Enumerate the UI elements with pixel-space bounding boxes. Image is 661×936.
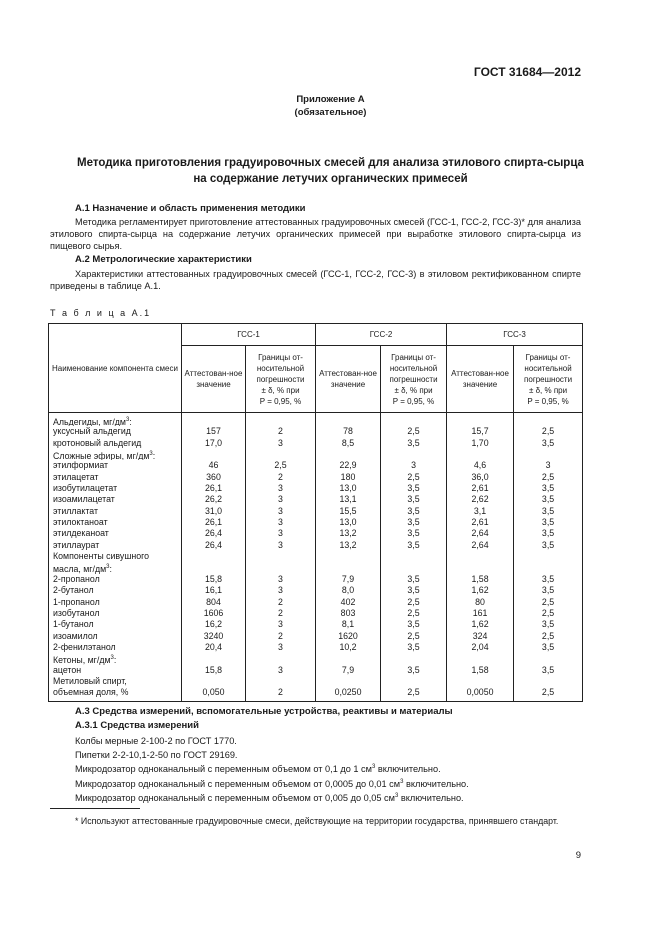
row-name	[53, 460, 181, 471]
footnote: * Используют аттестованные градуировочные смеси, действующие на территории государства, принявшего стандарт.	[75, 816, 559, 826]
row-name-tail: :	[152, 450, 156, 461]
row-name-text: изобутанол	[53, 607, 100, 618]
table-cell: 2,5	[407, 607, 420, 618]
table-cell: 16,2	[204, 619, 223, 630]
row-name	[53, 608, 181, 619]
annex-status: (обязательное)	[294, 107, 367, 118]
equipment-item-text: Микродозатор одноканальный с переменным объемом от 0,005 до 0,05 см	[75, 792, 395, 803]
table-cell: 13,1	[339, 494, 357, 505]
table-cell	[514, 551, 582, 562]
table-cell: 2,5	[541, 596, 555, 607]
table-cell: 16,1	[204, 585, 223, 596]
row-name-text: ацетон	[53, 664, 82, 675]
table-cell: 3	[278, 517, 283, 528]
gss3-bounds-column	[514, 413, 583, 702]
table-cell: 2,61	[471, 517, 489, 528]
header-value-3: Аттестован-ное значение	[447, 346, 514, 413]
table-cell	[182, 653, 245, 664]
table-cell: 3,5	[541, 517, 555, 528]
equipment-item-text: Пипетки 2-2-10,1-2-50 по ГОСТ 29169.	[75, 750, 238, 761]
table-cell: 17,0	[204, 437, 223, 448]
table-cell: 3240	[203, 630, 224, 641]
header-component-name: Наименование компонента смеси	[49, 324, 182, 413]
row-name	[53, 653, 181, 664]
row-name-text: изобутилацетат	[53, 483, 118, 494]
header-bounds-2: Границы от-носительной погрешности ± δ, % при P = 0,95, %	[381, 346, 447, 413]
row-name-tail: :	[113, 655, 117, 665]
table-cell	[246, 653, 315, 664]
table-cell: 3,5	[407, 437, 420, 448]
table-cell: 4,6	[473, 460, 487, 471]
table-cell: 3,5	[407, 664, 420, 675]
header-gss1: ГСС-1	[182, 324, 316, 346]
gss2-value-column	[316, 413, 381, 702]
gss2-bounds-column	[381, 413, 447, 702]
table-cell	[381, 562, 446, 573]
section-a1-text: Методика регламентирует приготовление аттестованных градуировочных смесей (ГСС-1, ГСС-2, ГСС-3)* для анализа этилового спирта-сырца на содержание летучих органических примесей при выработке этилового спирта-сырца из пищевого сырья.	[50, 217, 581, 251]
table-cell	[182, 449, 245, 460]
table-cell	[246, 449, 315, 460]
equipment-item	[75, 736, 237, 746]
table-cell: 2,64	[471, 528, 489, 539]
row-name	[53, 687, 181, 698]
table-cell	[514, 415, 582, 426]
row-name-text: Компоненты сивушного	[53, 551, 150, 562]
section-a2-heading: А.2 Метрологические характеристики	[75, 254, 252, 265]
table-cell: 26,1	[204, 483, 223, 494]
table-cell: 13,0	[339, 517, 357, 528]
table-cell: 15,7	[471, 426, 489, 437]
gss1-bounds-column	[246, 413, 316, 702]
table-cell: 3	[278, 664, 283, 675]
table-cell: 3,5	[407, 483, 420, 494]
table-cell: 3,5	[407, 619, 420, 630]
table-cell: 2,04	[471, 641, 489, 652]
header-gss3: ГСС-3	[447, 324, 583, 346]
table-cell: 46	[208, 460, 219, 471]
table-cell: 360	[206, 471, 221, 482]
table-cell	[447, 551, 513, 562]
header-gss2: ГСС-2	[316, 324, 447, 346]
row-name	[53, 494, 181, 505]
table-cell: 3,5	[407, 528, 420, 539]
table-cell: 3	[278, 573, 283, 584]
table-cell: 3	[545, 460, 551, 471]
table-cell: 3,5	[541, 573, 555, 584]
table-cell: 2	[278, 471, 283, 482]
table-cell: 36,0	[471, 471, 489, 482]
table-cell	[381, 449, 446, 460]
table-cell: 324	[472, 630, 488, 641]
table-cell	[447, 449, 513, 460]
header-value-1: Аттестован-ное значение	[182, 346, 246, 413]
table-cell: 8,1	[341, 619, 355, 630]
table-cell	[514, 676, 582, 687]
table-cell: 161	[472, 607, 488, 618]
section-a1-heading: А.1 Назначение и область применения методики	[75, 203, 306, 214]
row-name-text: масла, мг/дм	[53, 564, 107, 574]
table-cell: 26,2	[204, 494, 223, 505]
table-cell: 1,70	[471, 437, 489, 448]
table-cell	[182, 415, 245, 426]
table-cell: 2	[278, 687, 283, 698]
row-name-text: 2-бутанол	[53, 585, 94, 596]
table-cell: 2,5	[541, 426, 555, 437]
table-a1	[48, 323, 583, 702]
table-cell	[246, 551, 315, 562]
equipment-item-text: Микродозатор одноканальный с переменным объемом от 0,1 до 1 см	[75, 764, 372, 775]
table-cell: 20,4	[204, 641, 223, 652]
table-cell: 3,1	[473, 505, 487, 516]
table-cell: 15,8	[204, 664, 223, 675]
table-cell	[381, 653, 446, 664]
row-name	[53, 574, 181, 585]
row-name-text: 1-бутанол	[53, 619, 94, 630]
row-name-text: кротоновый альдегид	[53, 437, 142, 448]
table-cell	[316, 551, 380, 562]
equipment-item	[75, 793, 464, 803]
row-name-text: объемная доля, %	[53, 687, 129, 698]
table-cell: 1,58	[471, 664, 489, 675]
row-name	[53, 585, 181, 596]
table-cell: 3	[278, 505, 283, 516]
table-cell: 3,5	[407, 517, 420, 528]
table-cell: 15,8	[204, 573, 223, 584]
row-name	[53, 676, 181, 687]
row-name	[53, 449, 181, 460]
table-cell: 3	[278, 619, 283, 630]
table-cell: 1606	[203, 607, 224, 618]
row-name-sup: 3	[125, 417, 130, 423]
table-cell: 180	[340, 471, 356, 482]
table-cell: 2,5	[407, 687, 420, 698]
row-name-sup: 3	[106, 564, 110, 571]
table-cell	[514, 562, 582, 573]
table-cell: 2,5	[541, 630, 555, 641]
table-cell: 13,2	[339, 539, 357, 550]
table-cell: 1,62	[471, 585, 489, 596]
table-cell: 2	[278, 607, 283, 618]
equipment-item	[75, 764, 441, 774]
table-cell: 2,61	[471, 483, 489, 494]
row-name	[53, 597, 181, 608]
row-name	[53, 483, 181, 494]
row-name	[53, 517, 181, 528]
table-cell: 3,5	[541, 505, 555, 516]
table-cell: 13,2	[339, 528, 357, 539]
equipment-item-tail: включительно.	[398, 792, 464, 803]
table-cell: 3,5	[407, 505, 420, 516]
table-cell: 78	[343, 426, 353, 437]
table-cell: 2,5	[407, 596, 420, 607]
row-name-text: этилоктаноат	[53, 517, 108, 528]
table-cell	[246, 562, 315, 573]
table-cell: 3,5	[541, 483, 555, 494]
row-name	[53, 426, 181, 437]
row-name	[53, 619, 181, 630]
header-bounds-3: Границы от-носительной погрешности ± δ, % при P = 0,95, %	[514, 346, 583, 413]
table-cell: 2,64	[471, 539, 489, 550]
table-cell: 804	[206, 596, 221, 607]
table-cell: 7,9	[341, 573, 355, 584]
table-cell: 3,5	[541, 641, 555, 652]
table-cell: 3	[278, 539, 283, 550]
row-name-text: 2-фенилэтанол	[53, 641, 116, 652]
table-cell: 3,5	[541, 664, 555, 675]
table-cell: 22,9	[339, 460, 357, 471]
table-cell: 8,5	[341, 437, 355, 448]
row-name-text: этиллаурат	[53, 539, 100, 550]
row-name	[53, 631, 181, 642]
footnote-rule	[50, 808, 140, 809]
row-name	[53, 415, 181, 426]
row-name-text: изоамилацетат	[53, 494, 115, 505]
table-cell	[316, 562, 380, 573]
table-cell: 3	[278, 585, 283, 596]
table-cell: 402	[340, 596, 356, 607]
gss1-value-column	[182, 413, 246, 702]
table-cell: 8,0	[341, 585, 355, 596]
table-cell: 3	[278, 528, 283, 539]
row-name-text: Сложные эфиры, мг/дм	[53, 450, 150, 461]
table-cell: 3	[411, 460, 416, 471]
row-name-sup: 3	[149, 451, 153, 458]
equipment-item	[75, 750, 238, 760]
table-cell: 3,5	[541, 437, 555, 448]
equipment-item-sup: 3	[394, 792, 399, 799]
table-cell: 0,0050	[466, 687, 494, 698]
table-cell: 3,5	[541, 585, 555, 596]
row-name	[53, 665, 181, 676]
table-cell: 2,62	[471, 494, 489, 505]
row-name-text: этилдеканоат	[53, 528, 109, 539]
table-cell: 2,5	[541, 471, 555, 482]
row-name-tail: :	[109, 564, 112, 574]
table-cell: 3	[278, 494, 283, 505]
table-cell: 3,5	[541, 494, 555, 505]
table-cell: 2,5	[407, 471, 420, 482]
main-title-line1: Методика приготовления градуировочных смесей для анализа этилового спирта-сырца	[77, 157, 584, 169]
header-value-2: Аттестован-ное значение	[316, 346, 381, 413]
row-name-tail: :	[129, 416, 132, 427]
table-cell	[316, 676, 380, 687]
section-a31-heading: А.3.1 Средства измерений	[75, 720, 199, 731]
table-cell	[182, 676, 245, 687]
table-cell: 3,5	[541, 619, 555, 630]
table-cell: 3	[278, 483, 283, 494]
table-cell: 2,5	[274, 460, 287, 471]
table-cell: 80	[475, 596, 485, 607]
table-cell: 1620	[338, 630, 358, 641]
table-cell: 0,050	[202, 687, 225, 698]
table-cell	[246, 415, 315, 426]
table-cell: 157	[206, 426, 221, 437]
row-name-text: 1-пропанол	[53, 596, 100, 607]
row-name	[53, 551, 181, 562]
table-cell: 26,1	[204, 517, 223, 528]
gss3-value-column	[447, 413, 514, 702]
table-cell: 3,5	[407, 573, 420, 584]
table-cell: 3,5	[407, 494, 420, 505]
row-name	[53, 438, 181, 449]
table-cell: 13,0	[339, 483, 357, 494]
row-name-text: изоамилол	[53, 630, 98, 641]
table-cell: 3,5	[407, 585, 420, 596]
row-name	[53, 506, 181, 517]
table-cell: 0,0250	[334, 687, 362, 698]
table-cell	[316, 449, 380, 460]
table-cell	[447, 415, 513, 426]
section-a2-text: Характеристики аттестованных градуировочных смесей (ГСС-1, ГСС-2, ГСС-3) в этиловом ректификованном спирте приведены в таблице А.1.	[50, 269, 581, 291]
table-cell: 3,5	[407, 539, 420, 550]
table-cell: 2,5	[407, 426, 420, 437]
row-name-text: этилформиат	[53, 460, 109, 471]
table-cell: 2	[278, 426, 283, 437]
header-bounds-1: Границы от-носительной погрешности ± δ, % при P = 0,95, %	[246, 346, 316, 413]
row-name-text: этиллактат	[53, 505, 99, 516]
section-a3-heading: А.3 Средства измерений, вспомогательные устройства, реактивы и материалы	[75, 706, 453, 717]
table-cell	[447, 653, 513, 664]
table-caption: Т а б л и ц а А.1	[50, 308, 152, 318]
row-name-text: Кетоны, мг/дм	[53, 655, 111, 665]
table-cell: 3	[278, 641, 283, 652]
row-name-text: Метиловый спирт,	[53, 675, 127, 686]
table-cell: 803	[340, 607, 356, 618]
row-name-text: этилацетат	[53, 471, 99, 482]
main-title-line2: на содержание летучих органических примесей	[193, 173, 468, 185]
doc-number: ГОСТ 31684—2012	[473, 65, 581, 79]
table-cell: 3,5	[407, 641, 420, 652]
table-cell	[316, 415, 380, 426]
table-cell: 2,5	[541, 607, 555, 618]
table-cell: 3	[278, 437, 283, 448]
table-cell: 2	[278, 596, 283, 607]
row-name	[53, 472, 181, 483]
table-cell: 10,2	[339, 641, 357, 652]
equipment-item	[75, 779, 469, 789]
annex-title: Приложение А	[296, 94, 365, 105]
table-cell	[514, 653, 582, 664]
table-cell	[182, 562, 245, 573]
equipment-item-text: Микродозатор одноканальный с переменным объемом от 0,0005 до 0,01 см	[75, 778, 401, 789]
table-cell	[316, 653, 380, 664]
row-name	[53, 528, 181, 539]
table-cell: 2,5	[407, 630, 420, 641]
table-cell: 26,4	[204, 539, 223, 550]
equipment-item-text: Колбы мерные 2-100-2 по ГОСТ 1770.	[75, 736, 237, 746]
table-cell: 3,5	[541, 528, 555, 539]
row-name	[53, 642, 181, 653]
equipment-item-sup: 3	[371, 764, 376, 771]
row-name	[53, 540, 181, 551]
table-cell	[182, 551, 245, 562]
row-name-text: уксусный альдегид	[53, 426, 131, 437]
table-cell	[246, 676, 315, 687]
table-cell: 31,0	[204, 505, 223, 516]
table-cell	[447, 676, 513, 687]
table-cell	[447, 562, 513, 573]
table-cell: 1,58	[471, 573, 489, 584]
table-cell: 2,5	[541, 687, 555, 698]
table-cell	[381, 551, 446, 562]
equipment-item-tail: включительно.	[375, 764, 441, 775]
component-names-column	[49, 413, 182, 702]
equipment-item-sup: 3	[400, 778, 404, 785]
row-name-text: 2-пропанол	[53, 573, 100, 584]
table-cell: 7,9	[341, 664, 355, 675]
table-cell: 26,4	[204, 528, 223, 539]
row-name-text: Альдегиды, мг/дм	[53, 416, 126, 427]
table-cell	[381, 676, 446, 687]
row-name	[53, 562, 181, 573]
table-cell: 2	[278, 630, 283, 641]
table-cell: 15,5	[339, 505, 357, 516]
page-number: 9	[575, 850, 581, 861]
table-cell: 3,5	[541, 539, 555, 550]
equipment-item-tail: включительно.	[403, 778, 469, 789]
row-name-sup: 3	[110, 655, 114, 662]
table-cell: 1,62	[471, 619, 489, 630]
table-cell	[514, 449, 582, 460]
table-cell	[381, 415, 446, 426]
